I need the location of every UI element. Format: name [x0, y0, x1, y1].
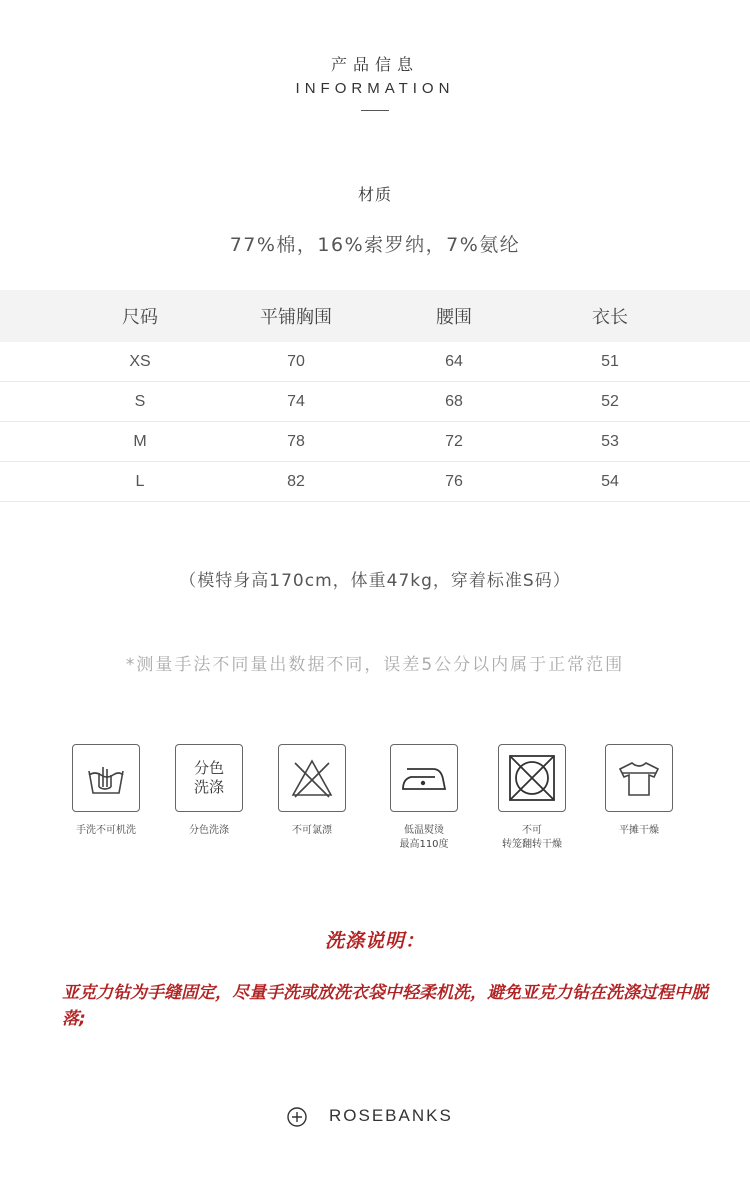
size-cell: S — [134, 392, 146, 410]
care-label: 分色洗涤 — [189, 825, 229, 836]
model-note: （模特身高170cm，体重47kg，穿着标准S码） — [179, 571, 571, 591]
brand-logo-icon — [285, 1104, 309, 1128]
header-waist: 腰围 — [436, 307, 472, 328]
size-cell: M — [133, 432, 147, 450]
care-item-dry-flat — [584, 744, 694, 838]
care-item-no-bleach — [257, 744, 367, 838]
size-cell: L — [135, 472, 145, 490]
waist-cell: 68 — [445, 392, 463, 410]
dry-flat-icon — [605, 744, 673, 812]
no-tumble-dry-icon — [498, 744, 566, 812]
no-bleach-icon — [278, 744, 346, 812]
length-cell: 52 — [601, 392, 619, 410]
wash-title: 洗涤说明： — [324, 930, 425, 952]
size-table — [0, 290, 750, 502]
waist-cell: 64 — [445, 352, 463, 370]
box-text: 分色 洗涤 — [193, 759, 224, 796]
length-cell: 54 — [601, 472, 619, 490]
wash-text: 亚克力钻为手缝固定，尽量手洗或放洗衣袋中轻柔机洗，避免亚克力钻在洗涤过程中脱落; — [62, 983, 708, 1029]
table-row — [0, 382, 750, 422]
brand — [285, 1104, 453, 1128]
header-length: 衣长 — [592, 307, 628, 328]
care-label: 手洗不可机洗 — [76, 825, 136, 836]
care-label: 不可氯漂 — [292, 825, 332, 836]
care-label: 不可 转笼翻转干燥 — [502, 825, 562, 850]
hand-wash-icon — [72, 744, 140, 812]
low-iron-icon — [390, 744, 458, 812]
table-row — [0, 342, 750, 382]
brand-name: ROSEBANKS — [329, 1106, 453, 1125]
size-table-header — [0, 290, 750, 342]
care-item-separate-wash — [154, 744, 264, 838]
measure-note: *测量手法不同量出数据不同，误差5公分以内属于正常范围 — [125, 655, 625, 675]
material-label: 材质 — [357, 185, 392, 204]
chest-cell: 78 — [287, 432, 305, 450]
length-cell: 53 — [601, 432, 619, 450]
waist-cell: 76 — [445, 472, 463, 490]
care-item-low-iron — [369, 744, 479, 852]
chest-cell: 74 — [287, 392, 305, 410]
header-title-cn: 产品信息 — [330, 55, 419, 74]
separate-color-wash-icon — [175, 744, 243, 812]
care-label: 低温熨烫 最高110度 — [399, 825, 449, 850]
chest-cell: 82 — [287, 472, 305, 490]
size-cell: XS — [129, 352, 151, 370]
care-item-hand-wash — [51, 744, 161, 838]
care-item-no-tumble-dry — [477, 744, 587, 852]
material-value: 77%棉，16%索罗纳，7%氨纶 — [229, 234, 521, 256]
table-row — [0, 462, 750, 502]
table-row — [0, 422, 750, 462]
header-chest: 平铺胸围 — [260, 307, 332, 328]
header-title-en: INFORMATION — [295, 80, 455, 97]
header-divider — [361, 110, 389, 111]
chest-cell: 70 — [287, 352, 305, 370]
header-size: 尺码 — [122, 307, 158, 328]
waist-cell: 72 — [445, 432, 463, 450]
care-label: 平摊干燥 — [619, 825, 659, 836]
length-cell: 51 — [601, 352, 619, 370]
